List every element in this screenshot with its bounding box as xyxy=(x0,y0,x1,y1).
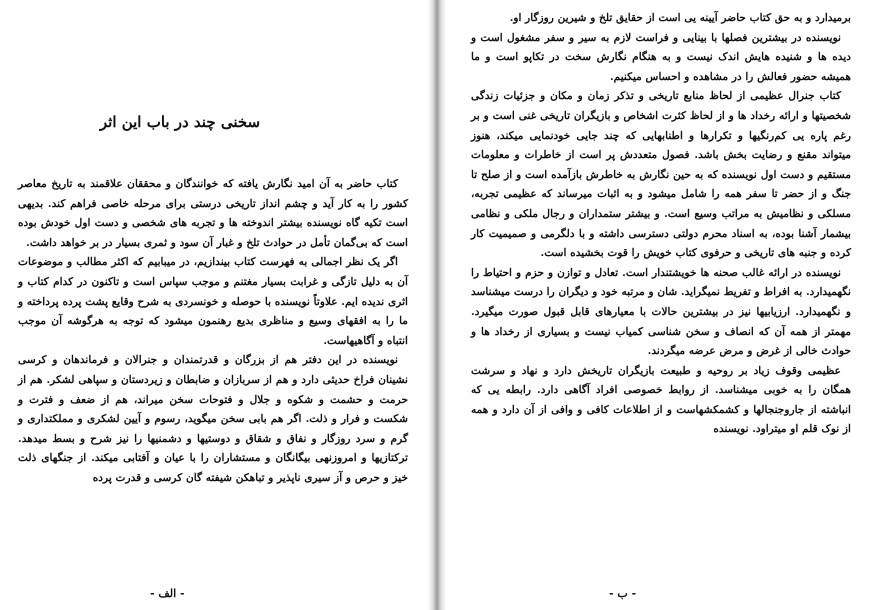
right-page-text xyxy=(471,9,851,440)
page-number: - ب - xyxy=(609,587,637,600)
paragraph: برمیدارد و به حق کتاب حاضر آیینه یی است از حقایق تلخ و شیرین روزگار او. xyxy=(509,12,851,24)
paragraph: نویسنده در این دفتر هم از بزرگان و قدرتمندان و جنرالان و فرماندهان و کرسی نشینان فراخ حدیثی دارد و هم از سربازان و ضابطان و زیردستان و سپاهی لشکر. هم از حرمت و حشمت و شکوه و جلال و فتوحات سخن میراند، هم از ضعف و فترت و شکست و فرار و ذلت. اگر هم بابی سخن میگوید، رسوم و آیین لشکری و مملکتداری و گرم و سرد روزگار و نفاق و شقاق و دوستیها و دشمنیها را نیز شرح و بسط میدهد. ترکتازیها و امروزنهی بیگانگان و مستشاران را با عیان و آفتابی میکند. از جنگهای ذلت خیز و حرص و آز سیری ناپذیر و تباهکن شیفته گان کرسی و قدرت پرده xyxy=(18,354,408,484)
paragraph: اگر یک نظر اجمالی به فهرست کتاب بیندازیم، در میبابیم که اکثر مطالب و موضوعات آن به دلیل تازگی و غرابت بسیار مغتنم و موجب سپاس است و تاکنون در کدام کتاب و اثری ندیده ایم. علاوتاً نویسنده با حوصله و خونسردی به شرح وقایع پشت پرده پرداخته و ما را به افقهای وسیع و مناظری بدیع رهنمون میشود که توجه به هرگوشه آن موجب انتباه و آگاهیهاست. xyxy=(18,256,408,347)
left-page xyxy=(0,0,428,610)
book-gutter xyxy=(428,0,446,610)
chapter-heading: سخنی چند در باب این اثر xyxy=(99,113,261,131)
paragraph: نویسنده در ارائه غالب صحنه ها خویشتندار است. تعادل و توازن و حزم و احتیاط را نگهمیدارد. به افراط و تفریط نمیگراید. شان و مرتبه خود و دیگران را درست میشناسد و نگهمیدارد. ارزیابیها نیز در بیشترین حالات با معیارهای قابل قبول صورت میگیرد. مهمتر از همه آن که انصاف و سخن شناسی کمیاب نیست و بسیاری از رخداد ها و حوادث خالی از غرض و مرض عرضه میگردند. xyxy=(471,266,851,358)
paragraph: کتاب حاضر به آن امید نگارش یافته که خوانندگان و محققان علاقمند به تاریخ معاصر کشور را به کار آید و چشم انداز تاریخی درستی برای مرحله خاصی فراهم کند. بدیهی است تکیه گاه نویسنده بیشتر اندوخته ها و تجربه های شخصی و دست اول خودش بوده است که بی‌گمان تأمل در حوادث تلخ و غبار آن سود و ثمری بسیار در بر خواهد داشت. xyxy=(18,178,408,249)
right-page xyxy=(446,0,873,610)
paragraph: نویسنده در بیشترین فصلها با بینایی و فراست لازم به سیر و سفر مشغول است و دیده ها و شنیده هایش اندک نیست و به هنگام نگارش سخت در تکاپو است و ما همیشه حضور فعالش را در مشاهده و احساس میکنیم. xyxy=(471,31,851,83)
page-number: - الف - xyxy=(150,587,185,600)
paragraph: کتاب جنرال عظیمی از لحاظ منابع تاریخی و تذکر زمان و مکان و جزئیات زندگی شخصیتها و ارائه رخداد ها و از لحاظ کثرت اشخاص و بازیگران تاریخی غنی است و بر رغم پاره یی کم‌رنگیها و تکرارها و اطنابهایی که چند جایی خودنمایی میکند، هنوز میتواند مقنع و رضایت بخش باشد. فصول متعددش پر است از خاطرات و معلومات مستقیم و دست اول نویسنده که به حین نگارش به خاطرش بازآمده است و از صلح تا جنگ و از حضر تا سفر همه را شامل میشود و به اثبات میرساند که عظیمی تجربه، مسلکی و نظامیش به مراتب وسیع است. و بیشتر ستمداران و رجال ملکی و نظامی بیشمار آشنا بوده، به اسناد محرم دولتی دسترسی داشته و با دلگرمی و صمیمیت کار کرده و جنبه های تاریخی و حرفوی کتاب خویش را قوت بخشیده است. xyxy=(471,90,851,260)
paragraph: عظیمی وقوف زیاد بر روحیه و طبیعت بازیگران تاریخش دارد و نهاد و سرشت همگان را به خوبی میشناسد. از روابط خصوصی افراد آگاهی دارد. رابطه یی که انباشته از جاروجنجالها و کشمکشهاست و از اطلاعات کافی و وافی از آن دارد و همه از نوک قلم او میتراود. نویسنده xyxy=(471,364,851,436)
left-page-text xyxy=(18,175,408,489)
